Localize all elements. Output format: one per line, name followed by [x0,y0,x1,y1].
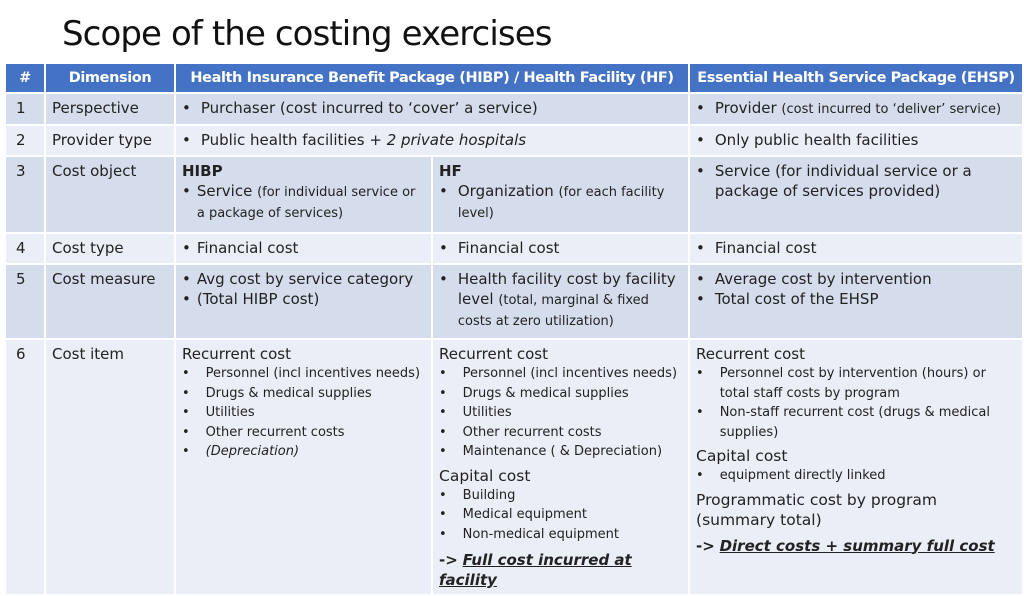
cell-text: Financial cost [196,239,299,257]
hibp-hf-cell [175,125,689,156]
bullet: • [182,131,191,149]
bullet: • [439,507,447,522]
ehsp-cell [689,156,1023,233]
costing-scope-table [4,62,1024,596]
list-item [439,364,682,384]
item-text: equipment directly linked [719,468,886,483]
list-item [182,442,425,462]
cell-text: Total cost of the EHSP [714,290,879,308]
item-text: Other recurrent costs [462,424,602,440]
ehsp-cost-list [696,364,1016,442]
ehsp-full-cost-note [696,536,1016,556]
hf-cell [432,264,689,339]
row-number: 6 [5,339,45,595]
table-header-row [5,63,1023,93]
bullet: • [696,99,705,117]
hibp-cell [175,264,432,339]
ehsp-cell [689,233,1023,264]
bullet: • [439,424,447,440]
list-item [439,423,682,443]
bullet: • [182,270,191,288]
bullet: • [439,444,447,459]
bullet: • [439,487,447,503]
item-text: Drugs & medical supplies [462,385,629,401]
arrow: -> [439,551,458,569]
cell-note: (for each facility level) [457,185,665,221]
list-item [439,525,682,545]
table-row [5,233,1023,264]
bullet: • [182,405,190,420]
cell-heading: Recurrent cost [182,345,291,363]
cell-note: + 2 private hospitals [369,131,527,149]
ehsp-capital-list [696,466,1016,486]
bullet: • [182,366,190,381]
item-text: Drugs & medical supplies [205,385,372,401]
bullet: • [696,270,705,288]
cell-text: Organization [457,182,554,200]
list-item [182,384,425,404]
cell-text: Public health facilities [200,131,365,149]
bullet: • [182,424,190,440]
table-row [5,264,1023,339]
cell-text: (Total HIBP cost) [196,290,320,308]
header-num: # [5,63,45,93]
cell-note: (total, marginal & fixed costs at zero utilization) [457,293,649,329]
cell-emphasis: Full cost incurred at facility [439,551,632,589]
hibp-cost-list [182,364,425,462]
list-item [439,384,682,404]
item-text: Personnel (incl incentives needs) [205,366,421,381]
cell-text: Service (for individual service or a package of services provided) [714,162,972,200]
bullet: • [696,468,704,483]
item-text: Building [462,487,516,503]
row-number: 2 [5,125,45,156]
cell-heading: Recurrent cost [439,345,548,363]
hf-cell [432,339,689,595]
bullet: • [439,526,447,542]
row-dimension: Cost type [45,233,175,264]
table-row [5,93,1023,125]
cell-heading: Recurrent cost [696,345,805,363]
table-row [5,156,1023,233]
cell-heading: HF [439,162,462,180]
cell-heading: Capital cost [439,466,531,485]
row-dimension: Cost measure [45,264,175,339]
list-item [182,423,425,443]
item-text: Utilities [462,405,512,420]
row-number: 4 [5,233,45,264]
row-number: 1 [5,93,45,125]
hibp-cell [175,339,432,595]
list-item [696,403,1016,442]
bullet: • [182,239,191,257]
ehsp-cell [689,339,1023,595]
hf-cell [432,156,689,233]
item-text: (Depreciation) [205,444,300,459]
bullet: • [696,290,705,308]
hibp-hf-cell [175,93,689,125]
cell-text: Average cost by intervention [714,270,932,288]
row-dimension: Perspective [45,93,175,125]
hf-cost-list [439,364,682,462]
hf-cell [432,233,689,264]
bullet: • [439,366,447,381]
header-ehsp: Essential Health Service Package (EHSP) [689,63,1023,93]
list-item [696,364,1016,403]
bullet: • [182,99,191,117]
row-dimension: Cost item [45,339,175,595]
row-number: 5 [5,264,45,339]
ehsp-cell [689,125,1023,156]
bullet: • [439,182,448,200]
cell-text: Financial cost [714,239,817,257]
cell-text: Avg cost by service category [196,270,414,288]
bullet: • [696,405,704,420]
bullet: • [439,405,447,420]
bullet: • [696,131,705,149]
item-text: Personnel cost by intervention (hours) or total staff costs by program [719,366,986,401]
bullet: • [182,290,191,308]
list-item [439,486,682,506]
cell-emphasis: Direct costs + summary full cost [719,536,995,555]
bullet: • [696,366,704,381]
cell-note: (for individual service or a package of services) [196,185,416,221]
item-text: Non-staff recurrent cost (drugs & medical supplies) [719,405,990,440]
hf-full-cost-note [439,550,682,590]
bullet: • [182,385,190,401]
bullet: • [439,270,448,288]
cell-text: Provider [714,99,777,117]
item-text: Medical equipment [462,507,587,522]
cell-note: (cost incurred to ‘deliver’ service) [781,102,1002,117]
ehsp-cell [689,93,1023,125]
hibp-cell [175,156,432,233]
item-text: Utilities [205,405,255,420]
list-item [696,466,1016,486]
header-hibp-hf: Health Insurance Benefit Package (HIBP) / Health Facility (HF) [175,63,689,93]
item-text: Non-medical equipment [462,526,620,542]
item-text: Personnel (incl incentives needs) [462,366,678,381]
cell-text: Service [196,182,253,200]
cell-heading: Capital cost [696,447,788,465]
bullet: • [439,239,448,257]
hibp-cell [175,233,432,264]
table-row [5,339,1023,595]
table-row [5,125,1023,156]
list-item [439,403,682,423]
list-item [182,364,425,384]
cell-text: Only public health facilities [714,131,919,149]
header-dimension: Dimension [45,63,175,93]
hf-capital-list [439,486,682,545]
row-number: 3 [5,156,45,233]
bullet: • [696,162,705,180]
list-item [439,442,682,462]
bullet: • [182,444,190,459]
ehsp-cell [689,264,1023,339]
item-text: Maintenance ( & Depreciation) [462,444,663,459]
cell-text: Financial cost [457,239,560,257]
bullet: • [696,239,705,257]
bullet: • [439,385,447,401]
page-title: Scope of the costing exercises [62,14,552,54]
cell-text: Health facility cost by facility level [457,270,676,308]
list-item [182,403,425,423]
arrow: -> [696,536,715,555]
item-text: Other recurrent costs [205,424,345,440]
cell-heading: Programmatic cost by program (summary total) [696,490,938,529]
bullet: • [182,182,191,200]
row-dimension: Provider type [45,125,175,156]
row-dimension: Cost object [45,156,175,233]
cell-heading: HIBP [182,162,223,180]
list-item [439,505,682,525]
cell-text: Purchaser (cost incurred to ‘cover’ a service) [200,99,538,117]
